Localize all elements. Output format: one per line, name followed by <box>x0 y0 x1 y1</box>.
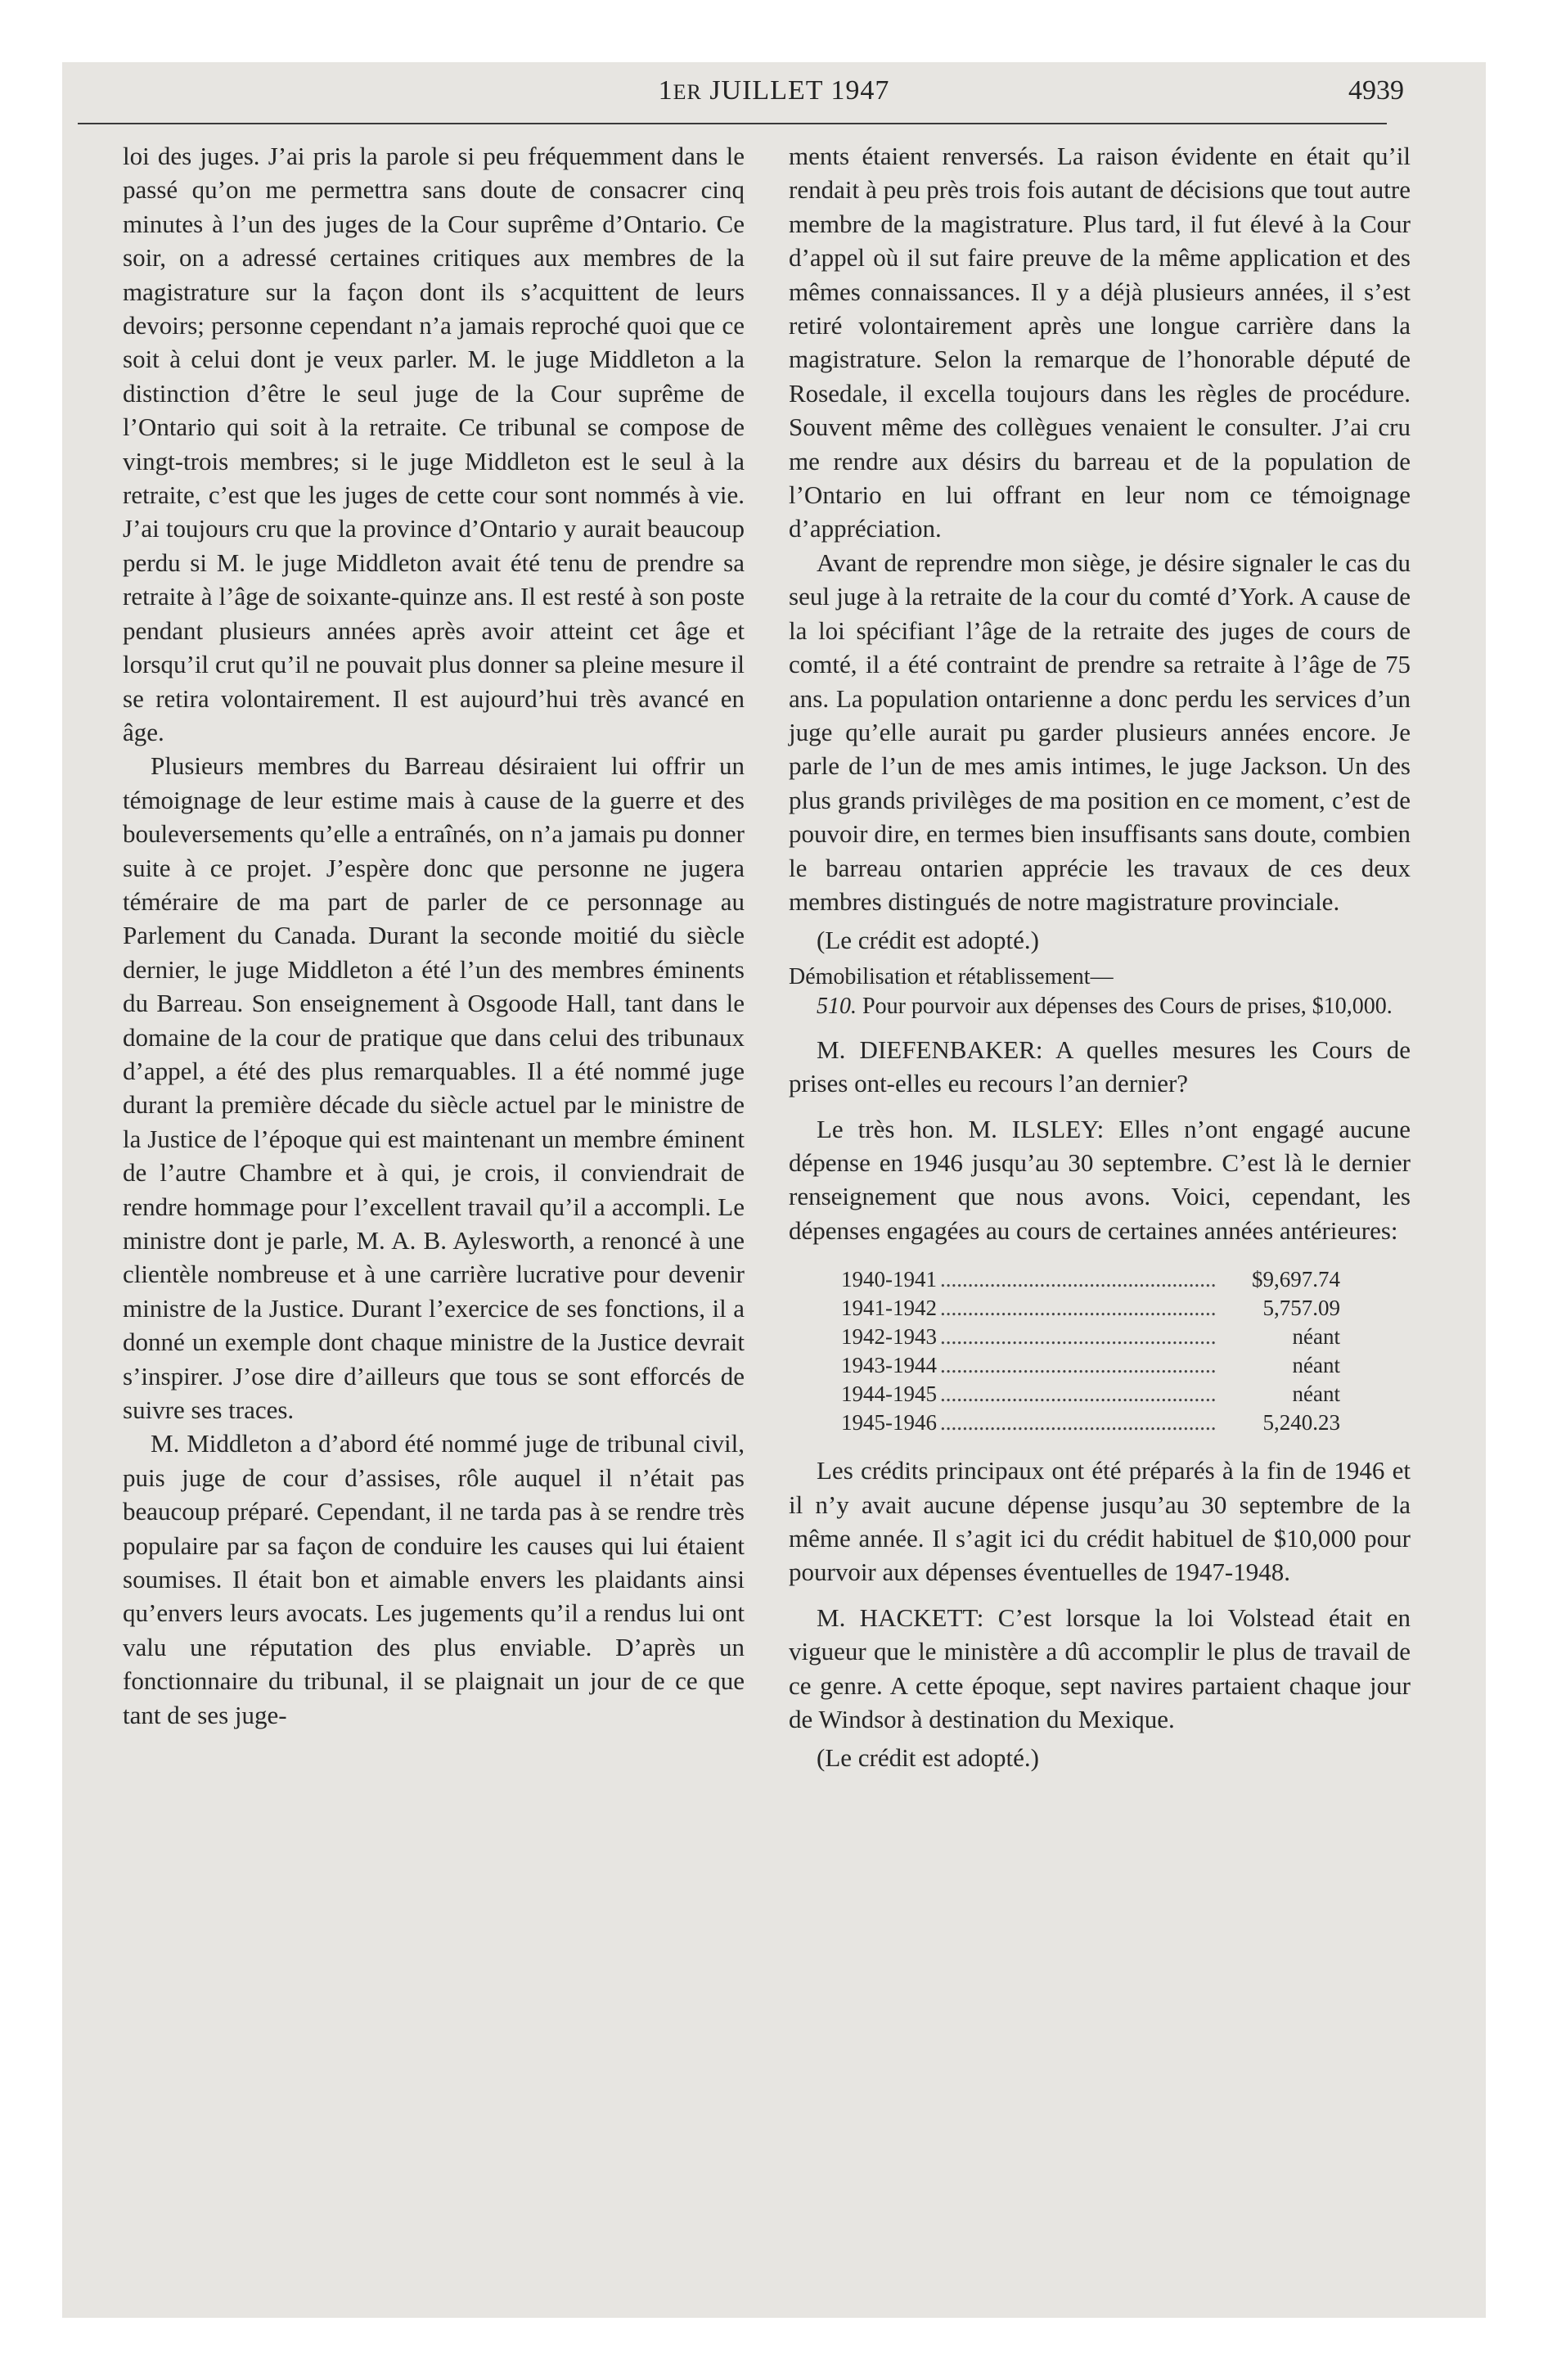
paragraph: loi des juges. J’ai pris la parole si peu fréquemment dans le passé qu’on me permettra sans doute de consacrer cinq minutes à l’un des juges de la Cour suprême d’Ontario. Ce soir, on a adressé certaines critiques aux membres de la magistrature sur la façon dont ils s’acquittent de leurs devoirs; personne cependant n’a jamais reproché quoi que ce soit à celui dont je veux parler. M. le juge Middleton a la distinction d’être le seul juge de la Cour suprême de l’Ontario qui soit à la retraite. Ce tribunal se compose de vingt-trois membres; si le juge Middleton est le seul à la retraite, c’est que les juges de cette cour sont nommés à vie. J’ai toujours cru que la province d’Ontario y aurait beaucoup perdu si M. le juge Middleton avait été tenu de prendre sa retraite à l’âge de soixante-quinze ans. Il est resté à son poste pendant plusieurs années après avoir atteint cet âge et lorsqu’il crut qu’il ne pouvait plus donner sa pleine mesure il se retira volontairement. Il est aujourd’hui très avancé en âge. <box>123 142 745 746</box>
left-column <box>123 139 745 1732</box>
paragraph: Plusieurs membres du Barreau désiraient lui offrir un témoignage de leur estime mais à cause de la guerre et des bouleversements qu’elle a entraînés, on n’a jamais pu donner suite à ce projet. J’espère donc que personne ne jugera téméraire de ma part de parler de ce personnage au Parlement du Canada. Durant la seconde moitié du siècle dernier, le juge Middleton a été l’un des membres éminents du Barreau. Son enseignement à Osgoode Hall, tant dans le domaine de la cour de pratique que dans celui des tribunaux d’appel, a été des plus remarquables. Il a été nommé juge durant la première décade du siècle actuel par le ministre de la Justice de l’époque qui est maintenant un membre éminent de l’autre Chambre et à qui, je crois, il conviendrait de rendre hommage pour l’excellent travail qu’il a accompli. Le ministre dont je parle, M. A. B. Aylesworth, a renoncé à une clientèle nombreuse et à une carrière lucrative pour devenir ministre de la Justice. Durant l’exercice de ses fonctions, il a donné un exemple dont chaque ministre de la Justice devrait s’inspirer. J’ose dire d’ailleurs que tous se sont efforcés de suivre ses traces. <box>123 751 745 1425</box>
expenditure-table <box>841 1265 1340 1437</box>
vote-adopted: (Le crédit est adopté.) <box>817 1743 1039 1773</box>
page-header <box>62 75 1486 116</box>
table-row: 1945-1946 .................................................. 5,240.23 <box>841 1410 1340 1436</box>
table-row: 1943-1944 .................................................. néant <box>841 1353 1340 1378</box>
speech-hackett: M. HACKETT: C’est lorsque la loi Volstead était en vigueur que le ministère a dû accomplir le plus de travail de ce genre. A cette époque, sept navires partaient chaque jour de Windsor à destination du Mexique. <box>789 1602 1411 1734</box>
paragraph: Les crédits principaux ont été préparés à la fin de 1946 et il n’y avait aucune dépense jusqu’au 30 septembre de la même année. Il s’agit ici du crédit habituel de $10,000 pour pourvoir aux dépenses éventuelles de 1947-1948. <box>789 1456 1411 1587</box>
vote-text: Pour pourvoir aux dépenses des Cours de prises, $10,000. <box>857 993 1393 1019</box>
paragraph: Avant de reprendre mon siège, je désire signaler le cas du seul juge à la retraite de la cour du comté d’York. A cause de la loi spécifiant l’âge de la retraite des juges de cours de comté, il a été contraint de prendre sa retraite à l’âge de 75 ans. La population ontarienne a donc perdu les services d’un juge qu’elle aurait pu garder plusieurs années encore. Je parle de l’un de mes amis intimes, le juge Jackson. Un des plus grands privilèges de ma position en ce moment, c’est de pouvoir dire, en termes bien insuffisants sans doute, combien le barreau ontarien apprécie les travaux de ces deux membres distingués de notre magistrature provinciale. <box>789 548 1411 916</box>
vote-item <box>789 992 1411 1021</box>
vote-adopted: (Le crédit est adopté.) <box>817 926 1039 955</box>
vote-number: 510. <box>817 993 857 1019</box>
table-row: 1941-1942 .................................................. 5,757.09 <box>841 1296 1340 1321</box>
table-row: 1944-1945 .................................................. néant <box>841 1382 1340 1407</box>
running-title: 1ER JUILLET 1947 <box>658 75 890 106</box>
page-number: 4939 <box>1348 75 1404 106</box>
speech-diefenbaker: M. DIEFENBAKER: A quelles mesures les Cours de prises ont-elles eu recours l’an dernier? <box>789 1034 1411 1098</box>
header-rule <box>78 123 1387 124</box>
speaker-name: M. HACKETT: <box>817 1602 984 1632</box>
speaker-name: Le très hon. M. ILSLEY: <box>817 1114 1105 1143</box>
table-row: 1942-1943 .................................................. néant <box>841 1324 1340 1350</box>
right-column <box>789 139 1411 1775</box>
paragraph: ments étaient renversés. La raison évidente en était qu’il rendait à peu près trois fois autant de décisions que tout autre membre de la magistrature. Plus tard, il fut élevé à la Cour d’appel où il sut faire preuve de la même application et des mêmes connaissances. Il y a déjà plusieurs années, il s’est retiré volontairement après une longue carrière dans la magistrature. Selon la remarque de l’honorable député de Rosedale, il excella toujours dans les règles de procédure. Souvent même des collègues venaient le consulter. J’ai cru me rendre aux désirs du barreau et de la population de l’Ontario en lui offrant en leur nom ce témoignage d’appréciation. <box>789 142 1411 543</box>
table-row: 1940-1941 .................................................. $9,697.74 <box>841 1267 1340 1292</box>
speech-ilsley: Le très hon. M. ILSLEY: Elles n’ont engagé aucune dépense en 1946 jusqu’au 30 septembre. C’est là le dernier renseignement que nous avons. Voici, cependant, les dépenses engagées au cours de certaines années antérieures: <box>789 1114 1411 1245</box>
section-heading: Démobilisation et rétablissement— <box>789 963 1114 989</box>
paragraph: M. Middleton a d’abord été nommé juge de tribunal civil, puis juge de cour d’assises, rôle auquel il n’était pas beaucoup préparé. Cependant, il ne tarda pas à se rendre très populaire par sa façon de conduire les causes qui lui étaient soumises. Il était bon et aimable envers les plaidants ainsi qu’envers leurs avocats. Les jugements qu’il a rendus lui ont valu une réputation des plus enviable. D’après un fonctionnaire du tribunal, il se plaignait un jour de ce que tant de ses juge- <box>123 1429 745 1729</box>
speaker-name: M. DIEFENBAKER: <box>817 1034 1043 1064</box>
